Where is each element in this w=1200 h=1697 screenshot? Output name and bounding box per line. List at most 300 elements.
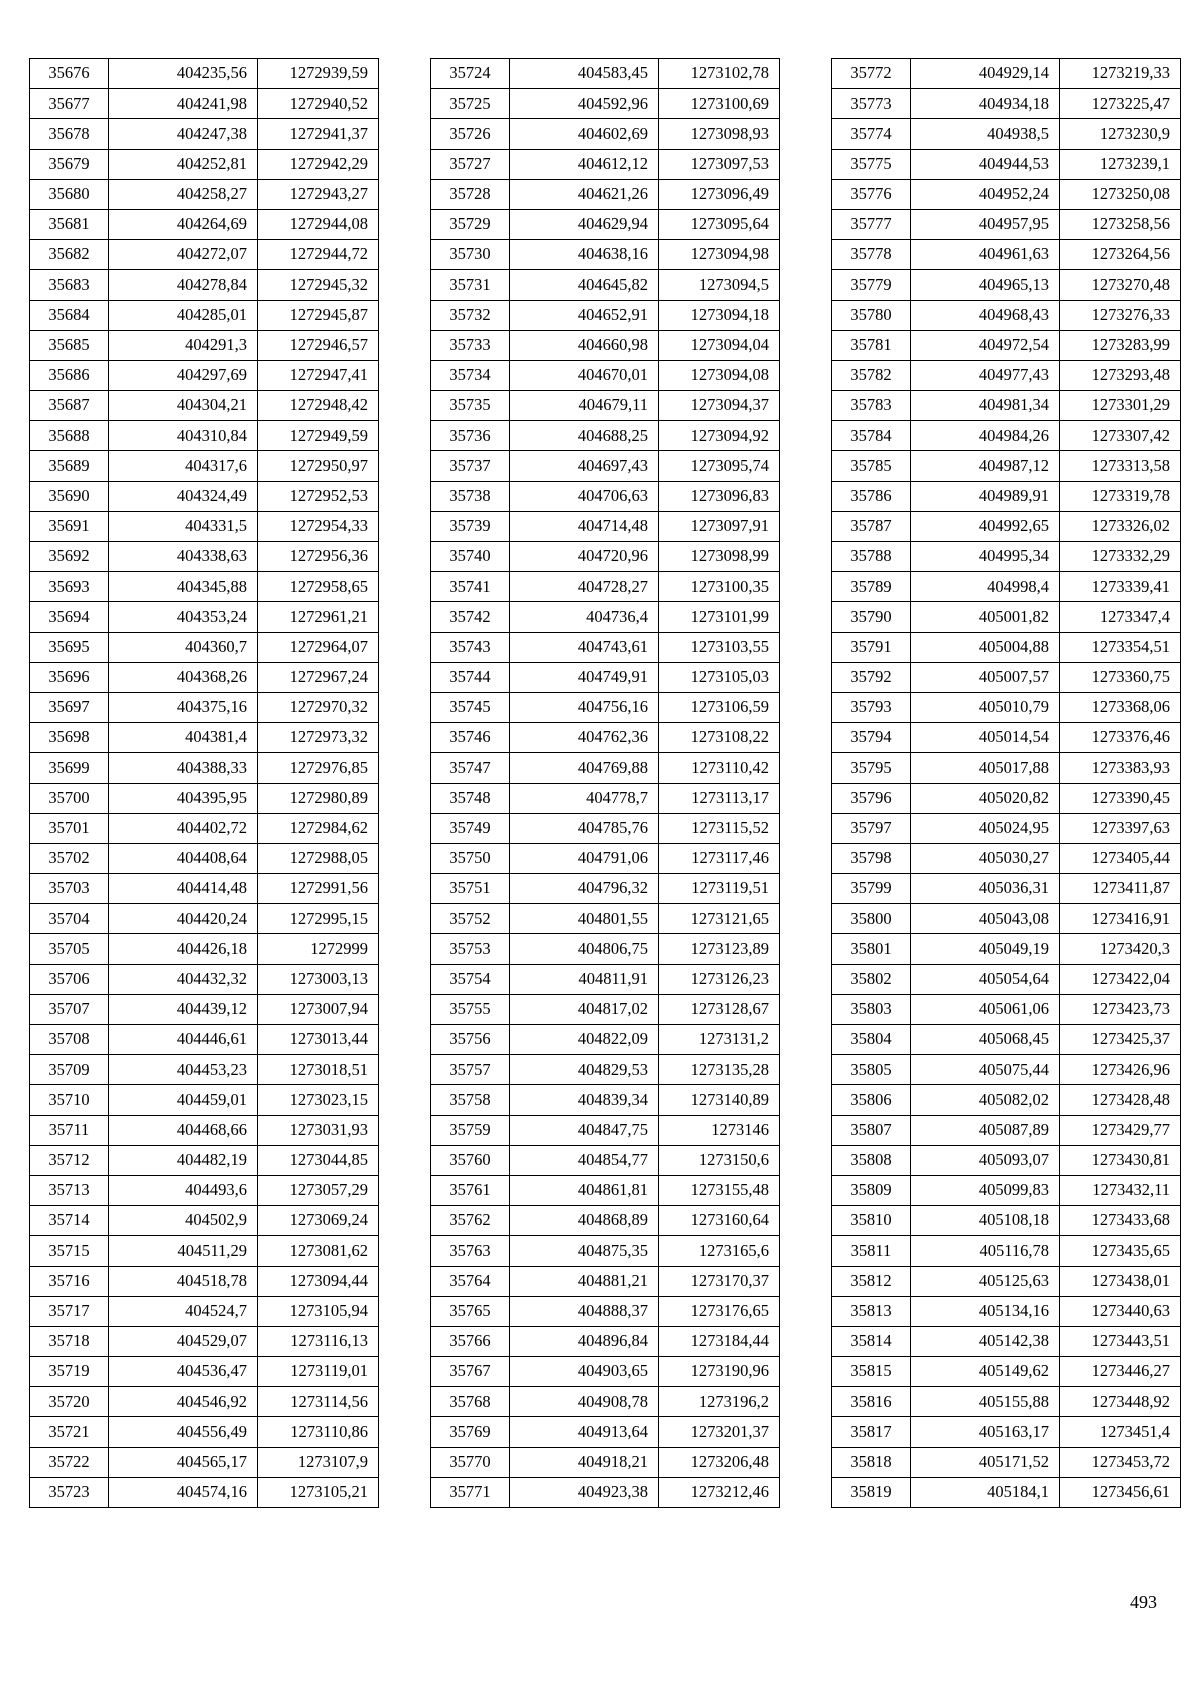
- table-row: [30, 662, 379, 692]
- y-coordinate-cell: 1273057,29: [258, 1175, 379, 1205]
- point-number-cell: 35768: [431, 1387, 510, 1417]
- y-coordinate-cell: 1272952,53: [258, 481, 379, 511]
- point-number-cell: 35802: [832, 964, 911, 994]
- point-number-cell: 35726: [431, 119, 510, 149]
- table-row: [30, 994, 379, 1024]
- x-coordinate-cell: 405068,45: [911, 1025, 1060, 1055]
- point-number-cell: 35685: [30, 330, 109, 360]
- table-row: [832, 1296, 1181, 1326]
- y-coordinate-cell: 1273100,69: [659, 89, 780, 119]
- table-row: [30, 1296, 379, 1326]
- point-number-cell: 35795: [832, 753, 911, 783]
- x-coordinate-cell: 404706,63: [510, 481, 659, 511]
- table-row: [832, 59, 1181, 89]
- table-row: [30, 692, 379, 722]
- table-row: [832, 602, 1181, 632]
- y-coordinate-cell: 1273239,1: [1060, 149, 1181, 179]
- table-row: [431, 964, 780, 994]
- point-number-cell: 35797: [832, 813, 911, 843]
- point-number-cell: 35711: [30, 1115, 109, 1145]
- x-coordinate-cell: 404868,89: [510, 1206, 659, 1236]
- y-coordinate-cell: 1272945,32: [258, 270, 379, 300]
- point-number-cell: 35719: [30, 1357, 109, 1387]
- y-coordinate-cell: 1273429,77: [1060, 1115, 1181, 1145]
- y-coordinate-cell: 1273128,67: [659, 994, 780, 1024]
- x-coordinate-cell: 404829,53: [510, 1055, 659, 1085]
- point-number-cell: 35769: [431, 1417, 510, 1447]
- y-coordinate-cell: 1272954,33: [258, 511, 379, 541]
- point-number-cell: 35814: [832, 1326, 911, 1356]
- point-number-cell: 35745: [431, 692, 510, 722]
- point-number-cell: 35701: [30, 813, 109, 843]
- y-coordinate-cell: 1273451,4: [1060, 1417, 1181, 1447]
- table-row: [832, 119, 1181, 149]
- x-coordinate-cell: 404749,91: [510, 662, 659, 692]
- table-row: [431, 119, 780, 149]
- y-coordinate-cell: 1273094,98: [659, 240, 780, 270]
- x-coordinate-cell: 404264,69: [109, 209, 258, 239]
- table-row: [30, 1085, 379, 1115]
- y-coordinate-cell: 1273105,03: [659, 662, 780, 692]
- x-coordinate-cell: 404310,84: [109, 421, 258, 451]
- x-coordinate-cell: 404565,17: [109, 1447, 258, 1477]
- table-row: [30, 1055, 379, 1085]
- point-number-cell: 35725: [431, 89, 510, 119]
- table-row: [30, 843, 379, 873]
- table-row: [431, 904, 780, 934]
- y-coordinate-cell: 1273443,51: [1060, 1326, 1181, 1356]
- x-coordinate-cell: 404992,65: [911, 511, 1060, 541]
- table-row: [832, 1055, 1181, 1085]
- point-number-cell: 35809: [832, 1175, 911, 1205]
- x-coordinate-cell: 404258,27: [109, 179, 258, 209]
- point-number-cell: 35730: [431, 240, 510, 270]
- table-row: [431, 1145, 780, 1175]
- y-coordinate-cell: 1272973,32: [258, 723, 379, 753]
- y-coordinate-cell: 1273422,04: [1060, 964, 1181, 994]
- x-coordinate-cell: 405142,38: [911, 1326, 1060, 1356]
- y-coordinate-cell: 1273119,01: [258, 1357, 379, 1387]
- x-coordinate-cell: 404984,26: [911, 421, 1060, 451]
- x-coordinate-cell: 404368,26: [109, 662, 258, 692]
- table-row: [431, 481, 780, 511]
- x-coordinate-cell: 404536,47: [109, 1357, 258, 1387]
- x-coordinate-cell: 404952,24: [911, 179, 1060, 209]
- y-coordinate-cell: 1273432,11: [1060, 1175, 1181, 1205]
- table-row: [30, 874, 379, 904]
- point-number-cell: 35762: [431, 1206, 510, 1236]
- y-coordinate-cell: 1273094,5: [659, 270, 780, 300]
- x-coordinate-cell: 405125,63: [911, 1266, 1060, 1296]
- point-number-cell: 35728: [431, 179, 510, 209]
- point-number-cell: 35723: [30, 1477, 109, 1507]
- y-coordinate-cell: 1273426,96: [1060, 1055, 1181, 1085]
- y-coordinate-cell: 1273326,02: [1060, 511, 1181, 541]
- y-coordinate-cell: 1272948,42: [258, 391, 379, 421]
- table-row: [832, 1477, 1181, 1507]
- table-row: [832, 753, 1181, 783]
- y-coordinate-cell: 1273184,44: [659, 1326, 780, 1356]
- table-row: [30, 813, 379, 843]
- y-coordinate-cell: 1273376,46: [1060, 723, 1181, 753]
- point-number-cell: 35790: [832, 602, 911, 632]
- y-coordinate-cell: 1273135,28: [659, 1055, 780, 1085]
- y-coordinate-cell: 1273123,89: [659, 934, 780, 964]
- y-coordinate-cell: 1273096,83: [659, 481, 780, 511]
- x-coordinate-cell: 404929,14: [911, 59, 1060, 89]
- point-number-cell: 35804: [832, 1025, 911, 1055]
- point-number-cell: 35680: [30, 179, 109, 209]
- y-coordinate-cell: 1273115,52: [659, 813, 780, 843]
- y-coordinate-cell: 1273428,48: [1060, 1085, 1181, 1115]
- point-number-cell: 35692: [30, 542, 109, 572]
- point-number-cell: 35775: [832, 149, 911, 179]
- table-row: [431, 179, 780, 209]
- table-row: [431, 149, 780, 179]
- table-row: [30, 119, 379, 149]
- table-row: [832, 330, 1181, 360]
- table-row: [431, 1055, 780, 1085]
- point-number-cell: 35770: [431, 1447, 510, 1477]
- point-number-cell: 35709: [30, 1055, 109, 1085]
- table-row: [30, 1477, 379, 1507]
- table-row: [832, 1357, 1181, 1387]
- x-coordinate-cell: 405155,88: [911, 1387, 1060, 1417]
- y-coordinate-cell: 1273360,75: [1060, 662, 1181, 692]
- point-number-cell: 35727: [431, 149, 510, 179]
- point-number-cell: 35694: [30, 602, 109, 632]
- table-row: [832, 1326, 1181, 1356]
- y-coordinate-cell: 1272970,32: [258, 692, 379, 722]
- x-coordinate-cell: 404998,4: [911, 572, 1060, 602]
- x-coordinate-cell: 404736,4: [510, 602, 659, 632]
- point-number-cell: 35788: [832, 542, 911, 572]
- point-number-cell: 35760: [431, 1145, 510, 1175]
- point-number-cell: 35737: [431, 451, 510, 481]
- table-row: [832, 1175, 1181, 1205]
- point-number-cell: 35810: [832, 1206, 911, 1236]
- point-number-cell: 35782: [832, 360, 911, 390]
- table-row: [30, 1145, 379, 1175]
- table-row: [832, 964, 1181, 994]
- y-coordinate-cell: 1273105,94: [258, 1296, 379, 1326]
- x-coordinate-cell: 404291,3: [109, 330, 258, 360]
- y-coordinate-cell: 1273435,65: [1060, 1236, 1181, 1266]
- point-number-cell: 35808: [832, 1145, 911, 1175]
- y-coordinate-cell: 1273264,56: [1060, 240, 1181, 270]
- x-coordinate-cell: 404414,48: [109, 874, 258, 904]
- x-coordinate-cell: 404806,75: [510, 934, 659, 964]
- x-coordinate-cell: 404402,72: [109, 813, 258, 843]
- x-coordinate-cell: 404989,91: [911, 481, 1060, 511]
- table-row: [832, 813, 1181, 843]
- point-number-cell: 35736: [431, 421, 510, 451]
- table-row: [832, 300, 1181, 330]
- y-coordinate-cell: 1273102,78: [659, 59, 780, 89]
- y-coordinate-cell: 1272958,65: [258, 572, 379, 602]
- point-number-cell: 35771: [431, 1477, 510, 1507]
- table-row: [431, 1175, 780, 1205]
- x-coordinate-cell: 404272,07: [109, 240, 258, 270]
- point-number-cell: 35677: [30, 89, 109, 119]
- x-coordinate-cell: 404728,27: [510, 572, 659, 602]
- y-coordinate-cell: 1272976,85: [258, 753, 379, 783]
- table-row: [30, 1236, 379, 1266]
- x-coordinate-cell: 404420,24: [109, 904, 258, 934]
- point-number-cell: 35695: [30, 632, 109, 662]
- point-number-cell: 35780: [832, 300, 911, 330]
- table-row: [431, 542, 780, 572]
- table-row: [832, 1447, 1181, 1477]
- y-coordinate-cell: 1273230,9: [1060, 119, 1181, 149]
- x-coordinate-cell: 404888,37: [510, 1296, 659, 1326]
- point-number-cell: 35751: [431, 874, 510, 904]
- point-number-cell: 35746: [431, 723, 510, 753]
- x-coordinate-cell: 404482,19: [109, 1145, 258, 1175]
- point-number-cell: 35772: [832, 59, 911, 89]
- x-coordinate-cell: 404720,96: [510, 542, 659, 572]
- point-number-cell: 35778: [832, 240, 911, 270]
- y-coordinate-cell: 1273146: [659, 1115, 780, 1145]
- x-coordinate-cell: 404574,16: [109, 1477, 258, 1507]
- y-coordinate-cell: 1273250,08: [1060, 179, 1181, 209]
- x-coordinate-cell: 404297,69: [109, 360, 258, 390]
- y-coordinate-cell: 1273107,9: [258, 1447, 379, 1477]
- point-number-cell: 35740: [431, 542, 510, 572]
- table-row: [832, 421, 1181, 451]
- y-coordinate-cell: 1272967,24: [258, 662, 379, 692]
- x-coordinate-cell: 404961,63: [911, 240, 1060, 270]
- x-coordinate-cell: 405093,07: [911, 1145, 1060, 1175]
- x-coordinate-cell: 405054,64: [911, 964, 1060, 994]
- y-coordinate-cell: 1273113,17: [659, 783, 780, 813]
- x-coordinate-cell: 404524,7: [109, 1296, 258, 1326]
- point-number-cell: 35774: [832, 119, 911, 149]
- table-row: [30, 451, 379, 481]
- x-coordinate-cell: 404375,16: [109, 692, 258, 722]
- y-coordinate-cell: 1273332,29: [1060, 542, 1181, 572]
- point-number-cell: 35702: [30, 843, 109, 873]
- point-number-cell: 35776: [832, 179, 911, 209]
- x-coordinate-cell: 404817,02: [510, 994, 659, 1024]
- point-number-cell: 35815: [832, 1357, 911, 1387]
- x-coordinate-cell: 404353,24: [109, 602, 258, 632]
- y-coordinate-cell: 1273319,78: [1060, 481, 1181, 511]
- x-coordinate-cell: 404972,54: [911, 330, 1060, 360]
- table-row: [431, 1025, 780, 1055]
- point-number-cell: 35806: [832, 1085, 911, 1115]
- point-number-cell: 35698: [30, 723, 109, 753]
- x-coordinate-cell: 404360,7: [109, 632, 258, 662]
- y-coordinate-cell: 1273044,85: [258, 1145, 379, 1175]
- y-coordinate-cell: 1272947,41: [258, 360, 379, 390]
- table-row: [832, 481, 1181, 511]
- point-number-cell: 35756: [431, 1025, 510, 1055]
- y-coordinate-cell: 1273258,56: [1060, 209, 1181, 239]
- x-coordinate-cell: 405108,18: [911, 1206, 1060, 1236]
- x-coordinate-cell: 404923,38: [510, 1477, 659, 1507]
- y-coordinate-cell: 1272940,52: [258, 89, 379, 119]
- point-number-cell: 35733: [431, 330, 510, 360]
- y-coordinate-cell: 1273094,92: [659, 421, 780, 451]
- table-row: [431, 783, 780, 813]
- x-coordinate-cell: 404995,34: [911, 542, 1060, 572]
- y-coordinate-cell: 1273339,41: [1060, 572, 1181, 602]
- point-number-cell: 35718: [30, 1326, 109, 1356]
- x-coordinate-cell: 404875,35: [510, 1236, 659, 1266]
- point-number-cell: 35784: [832, 421, 911, 451]
- point-number-cell: 35700: [30, 783, 109, 813]
- point-number-cell: 35752: [431, 904, 510, 934]
- point-number-cell: 35750: [431, 843, 510, 873]
- x-coordinate-cell: 404903,65: [510, 1357, 659, 1387]
- x-coordinate-cell: 404278,84: [109, 270, 258, 300]
- y-coordinate-cell: 1273383,93: [1060, 753, 1181, 783]
- y-coordinate-cell: 1273301,29: [1060, 391, 1181, 421]
- x-coordinate-cell: 405116,78: [911, 1236, 1060, 1266]
- table-row: [832, 572, 1181, 602]
- point-number-cell: 35754: [431, 964, 510, 994]
- table-row: [30, 300, 379, 330]
- table-row: [30, 1326, 379, 1356]
- x-coordinate-cell: 405099,83: [911, 1175, 1060, 1205]
- point-number-cell: 35681: [30, 209, 109, 239]
- y-coordinate-cell: 1272999: [258, 934, 379, 964]
- point-number-cell: 35764: [431, 1266, 510, 1296]
- y-coordinate-cell: 1272944,08: [258, 209, 379, 239]
- x-coordinate-cell: 404304,21: [109, 391, 258, 421]
- point-number-cell: 35716: [30, 1266, 109, 1296]
- point-number-cell: 35805: [832, 1055, 911, 1085]
- point-number-cell: 35713: [30, 1175, 109, 1205]
- point-number-cell: 35779: [832, 270, 911, 300]
- point-number-cell: 35721: [30, 1417, 109, 1447]
- point-number-cell: 35706: [30, 964, 109, 994]
- table-row: [832, 89, 1181, 119]
- y-coordinate-cell: 1273007,94: [258, 994, 379, 1024]
- table-row: [832, 1085, 1181, 1115]
- y-coordinate-cell: 1273140,89: [659, 1085, 780, 1115]
- table-row: [30, 572, 379, 602]
- y-coordinate-cell: 1272956,36: [258, 542, 379, 572]
- x-coordinate-cell: 405171,52: [911, 1447, 1060, 1477]
- table-row: [30, 330, 379, 360]
- point-number-cell: 35773: [832, 89, 911, 119]
- table-row: [431, 511, 780, 541]
- x-coordinate-cell: 404583,45: [510, 59, 659, 89]
- point-number-cell: 35676: [30, 59, 109, 89]
- table-row: [431, 934, 780, 964]
- table-row: [832, 1266, 1181, 1296]
- x-coordinate-cell: 404697,43: [510, 451, 659, 481]
- point-number-cell: 35801: [832, 934, 911, 964]
- point-number-cell: 35703: [30, 874, 109, 904]
- table-row: [832, 1145, 1181, 1175]
- y-coordinate-cell: 1273196,2: [659, 1387, 780, 1417]
- y-coordinate-cell: 1273165,6: [659, 1236, 780, 1266]
- y-coordinate-cell: 1273114,56: [258, 1387, 379, 1417]
- point-number-cell: 35766: [431, 1326, 510, 1356]
- x-coordinate-cell: 404629,94: [510, 209, 659, 239]
- table-row: [431, 632, 780, 662]
- table-row: [30, 904, 379, 934]
- y-coordinate-cell: 1273150,6: [659, 1145, 780, 1175]
- table-row: [832, 632, 1181, 662]
- y-coordinate-cell: 1272941,37: [258, 119, 379, 149]
- x-coordinate-cell: 405001,82: [911, 602, 1060, 632]
- point-number-cell: 35763: [431, 1236, 510, 1266]
- table-row: [431, 209, 780, 239]
- table-row: [431, 692, 780, 722]
- y-coordinate-cell: 1273103,55: [659, 632, 780, 662]
- y-coordinate-cell: 1273430,81: [1060, 1145, 1181, 1175]
- x-coordinate-cell: 404881,21: [510, 1266, 659, 1296]
- y-coordinate-cell: 1273100,35: [659, 572, 780, 602]
- table-row: [832, 179, 1181, 209]
- x-coordinate-cell: 404981,34: [911, 391, 1060, 421]
- x-coordinate-cell: 404861,81: [510, 1175, 659, 1205]
- x-coordinate-cell: 404839,34: [510, 1085, 659, 1115]
- x-coordinate-cell: 404908,78: [510, 1387, 659, 1417]
- point-number-cell: 35691: [30, 511, 109, 541]
- point-number-cell: 35789: [832, 572, 911, 602]
- table-row: [431, 360, 780, 390]
- x-coordinate-cell: 404854,77: [510, 1145, 659, 1175]
- point-number-cell: 35753: [431, 934, 510, 964]
- y-coordinate-cell: 1273276,33: [1060, 300, 1181, 330]
- y-coordinate-cell: 1273105,21: [258, 1477, 379, 1507]
- point-number-cell: 35758: [431, 1085, 510, 1115]
- point-number-cell: 35705: [30, 934, 109, 964]
- x-coordinate-cell: 404235,56: [109, 59, 258, 89]
- point-number-cell: 35678: [30, 119, 109, 149]
- y-coordinate-cell: 1273440,63: [1060, 1296, 1181, 1326]
- x-coordinate-cell: 404502,9: [109, 1206, 258, 1236]
- point-number-cell: 35724: [431, 59, 510, 89]
- y-coordinate-cell: 1273425,37: [1060, 1025, 1181, 1055]
- y-coordinate-cell: 1273347,4: [1060, 602, 1181, 632]
- x-coordinate-cell: 404965,13: [911, 270, 1060, 300]
- table-row: [832, 270, 1181, 300]
- y-coordinate-cell: 1273110,86: [258, 1417, 379, 1447]
- table-row: [431, 1085, 780, 1115]
- x-coordinate-cell: 404408,64: [109, 843, 258, 873]
- point-number-cell: 35796: [832, 783, 911, 813]
- table-row: [832, 1025, 1181, 1055]
- table-row: [30, 89, 379, 119]
- x-coordinate-cell: 404285,01: [109, 300, 258, 330]
- point-number-cell: 35786: [832, 481, 911, 511]
- x-coordinate-cell: 404345,88: [109, 572, 258, 602]
- table-row: [30, 753, 379, 783]
- x-coordinate-cell: 404645,82: [510, 270, 659, 300]
- point-number-cell: 35693: [30, 572, 109, 602]
- point-number-cell: 35812: [832, 1266, 911, 1296]
- y-coordinate-cell: 1273170,37: [659, 1266, 780, 1296]
- point-number-cell: 35765: [431, 1296, 510, 1326]
- y-coordinate-cell: 1273307,42: [1060, 421, 1181, 451]
- x-coordinate-cell: 404446,61: [109, 1025, 258, 1055]
- table-row: [832, 1417, 1181, 1447]
- table-row: [30, 934, 379, 964]
- x-coordinate-cell: 404743,61: [510, 632, 659, 662]
- point-number-cell: 35708: [30, 1025, 109, 1055]
- y-coordinate-cell: 1273438,01: [1060, 1266, 1181, 1296]
- point-number-cell: 35734: [431, 360, 510, 390]
- x-coordinate-cell: 405030,27: [911, 843, 1060, 873]
- x-coordinate-cell: 404822,09: [510, 1025, 659, 1055]
- y-coordinate-cell: 1273094,08: [659, 360, 780, 390]
